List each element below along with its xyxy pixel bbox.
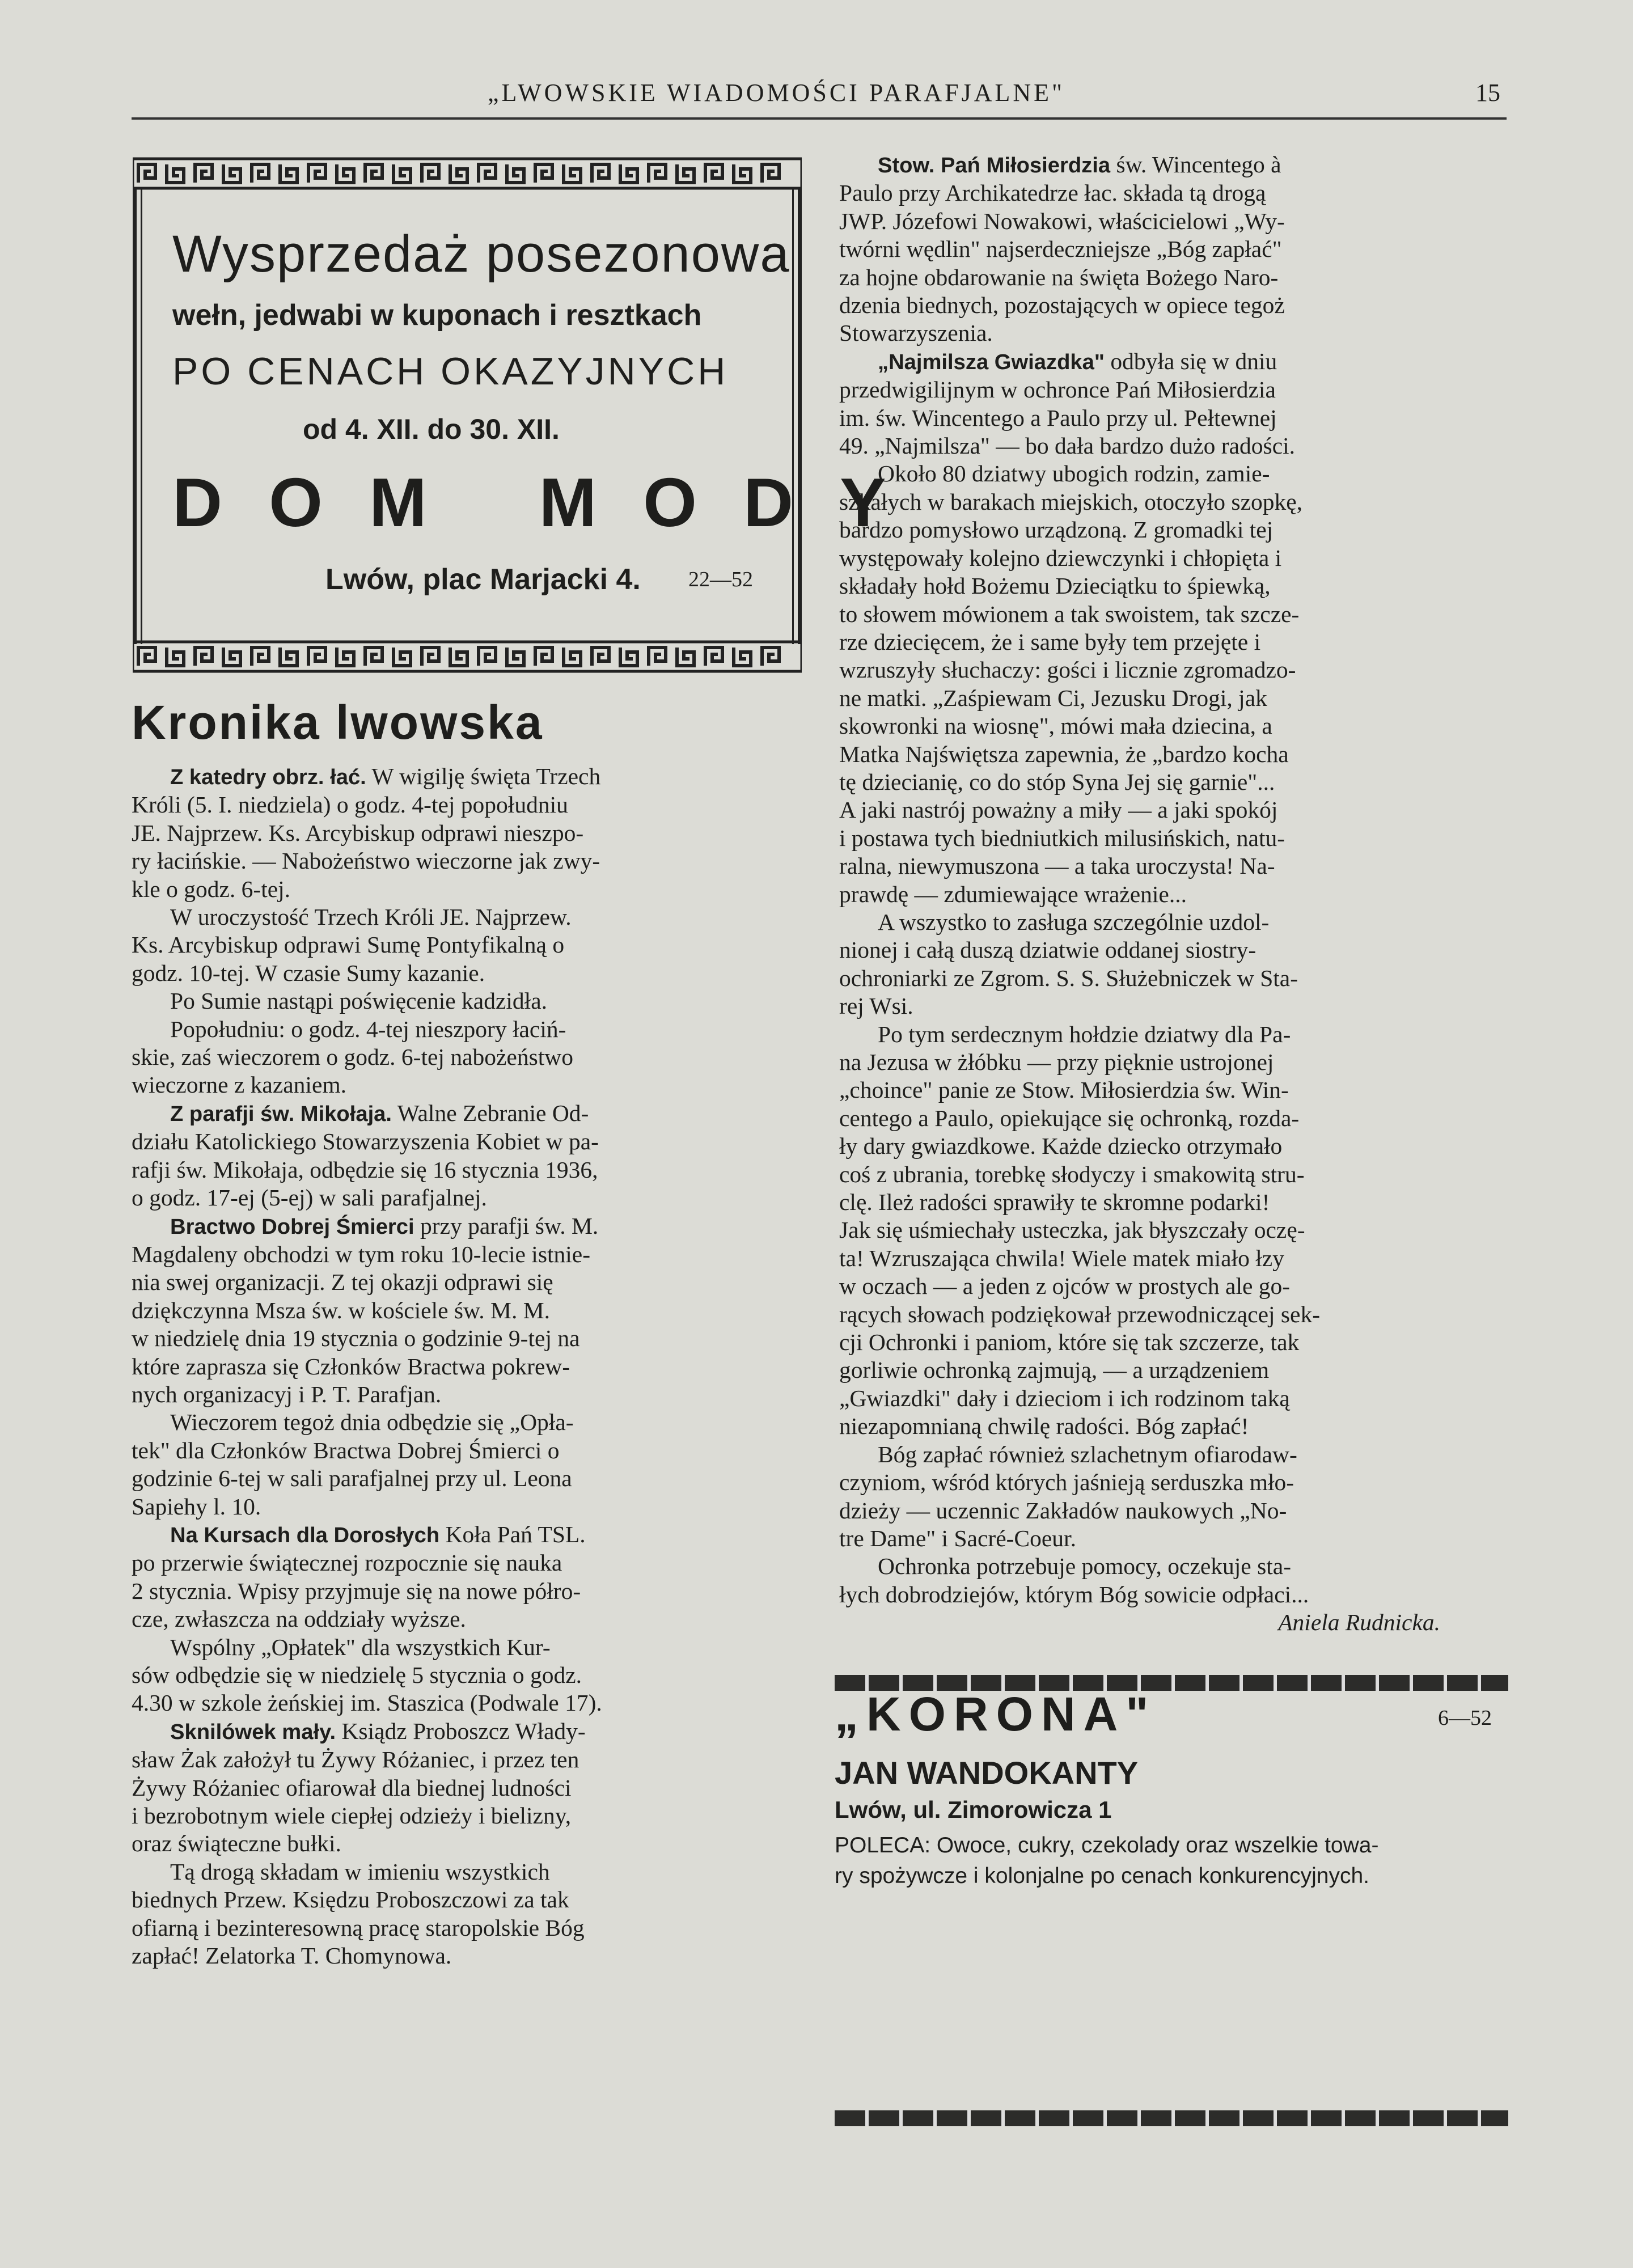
line-text: prawdę — zdumiewające wrażenie... [839,881,1187,907]
line-text: za hojne obdarowanie na święta Bożego Naro- [839,264,1279,290]
text-line [132,1297,798,1325]
section-heading: Kronika lwowska [132,696,544,749]
line-text: centego a Paulo, opiekujące się ochronką, rozda- [839,1105,1300,1131]
text-line [132,819,798,847]
line-text: kle o godz. 6-tej. [132,875,291,902]
line-text: Matka Najświętsza zapewnia, że „bardzo kocha [839,741,1289,767]
signature: Aniela Rudnicka. [1278,1609,1440,1636]
text-line [839,264,1508,291]
text-line [132,1465,798,1492]
text-line [132,1549,798,1577]
line-text: Popołudniu: o godz. 4-tej nieszpory łaciń- [170,1015,566,1042]
line-text: Żywy Różaniec ofiarował dla biednej ludności [132,1774,572,1801]
korona-offer-line-2: ry spożywcze i kolonjalne po cenach konkurencyjnych. [835,1864,1369,1888]
line-text: rej Wsi. [839,993,913,1019]
line-text: godzinie 6-tej w sali parafjalnej przy ul. Leona [132,1465,572,1492]
text-line [839,516,1508,544]
line-text: rafji św. Mikołaja, odbędzie się 16 stycznia 1936, [132,1156,598,1183]
line-text: ry łacińskie. — Nabożeństwo wieczorne jak zwy- [132,848,600,874]
bold-lead: Sknilówek mały. [170,1719,336,1744]
line-text: Bóg zapłać również szlachetnym ofiarodaw- [878,1441,1297,1467]
text-line [839,881,1508,908]
line-text: Po tym serdecznym hołdzie dziatwy dla Pa- [878,1021,1291,1047]
line-text: Około 80 dziatwy ubogich rodzin, zamie- [878,460,1270,487]
text-line [839,1469,1508,1496]
line-text: po przerwie świątecznej rozpocznie się nauka [132,1550,562,1576]
line-text: o godz. 17-ej (5-ej) w sali parafjalnej. [132,1184,487,1211]
line-text: dziękczynna Msza św. w kościele św. M. M. [132,1297,550,1323]
ad-border-left-inner [141,187,142,644]
line-text: W wigilję święta Trzech [366,763,601,789]
line-text: szkałych w barakach miejskich, otoczyło szopkę, [839,488,1303,515]
bold-lead: „Najmilsza Gwiazdka" [878,349,1105,374]
line-text: Stowarzyszenia. [839,320,993,346]
text-line [132,1774,798,1802]
line-text: „Gwiazdki" dały i dzieciom i ich rodzinom taką [839,1385,1290,1411]
ad-subtitle: wełn, jedwabi w kuponach i resztkach [172,299,702,332]
header-rule [132,117,1507,120]
bold-lead: Z parafji św. Mikołaja. [170,1101,392,1126]
line-text: 49. „Najmilsza" — bo dała bardzo dużo radości. [839,433,1296,459]
ad-border-left [133,187,137,644]
line-text: rze dziecięcem, że i same były tem przejęte i [839,628,1261,655]
line-text: cze, zwłaszcza na oddziały wyższe. [132,1606,466,1632]
text-line [132,1043,798,1071]
text-line [839,319,1508,347]
line-text: Koła Pań TSL. [439,1521,586,1547]
text-line [839,404,1508,432]
text-line [839,600,1508,628]
text-line [132,1577,798,1605]
line-text: Króli (5. I. niedziela) o godz. 4-tej popołudniu [132,792,568,818]
text-line [132,1071,798,1099]
text-line [839,179,1508,207]
ad-border-right-inner [792,187,794,644]
text-line [839,544,1508,572]
text-line [839,488,1508,516]
text-line [132,931,798,959]
text-line [132,1156,798,1184]
text-line [839,1552,1508,1580]
text-line [132,1914,798,1942]
line-text: niezapomnianą chwilę radości. Bóg zapłać! [839,1413,1249,1440]
text-line [132,1830,798,1857]
text-line [839,796,1508,824]
ad-address: Lwów, plac Marjacki 4. [325,563,641,596]
line-text: tek" dla Członków Bractwa Dobrej Śmierci o [132,1437,560,1463]
bold-lead: Z katedry obrz. łać. [170,765,366,789]
line-text: czyniom, wśród których jaśnieją serduszka mło- [839,1469,1294,1496]
line-text: twórni wędlin" najserdeczniejsze „Bóg zapłać" [839,236,1282,263]
text-line [132,1689,798,1717]
text-line [132,1717,798,1746]
text-line [839,1301,1508,1328]
line-text: A wszystko to zasługa szczególnie uzdol- [878,908,1270,935]
text-line [132,1241,798,1268]
line-text: sław Żak założył tu Żywy Różaniec, i przez ten [132,1746,579,1773]
line-text: ralna, niewymuszona — a taka uroczysta! Na- [839,853,1275,879]
line-text: Ks. Arcybiskup odprawi Sumę Pontyfikalną o [132,932,565,958]
text-line [839,208,1508,235]
text-line [132,875,798,903]
line-text: nych organizacyj i P. T. Parafjan. [132,1381,442,1407]
line-text: Walne Zebranie Od- [392,1099,589,1126]
ad-rule-bottom [835,2110,1508,2126]
line-text: W uroczystość Trzech Króli JE. Najprzew. [170,904,572,930]
line-text: Sapiehy l. 10. [132,1493,261,1520]
korona-name: „KORONA" [835,1687,1157,1741]
text-line [839,1216,1508,1244]
bold-lead: Stow. Pań Miłosierdzia [878,153,1111,177]
line-text: Po Sumie nastąpi poświęcenie kadzidła. [170,988,547,1014]
text-line [839,936,1508,964]
text-line [132,1099,798,1128]
line-text: św. Wincentego à [1110,151,1281,177]
line-text: skowronki na wiosnę", mówi mała dziecina, a [839,713,1272,739]
text-line [839,684,1508,712]
text-line [839,1356,1508,1384]
line-text: wieczorne z kazaniem. [132,1072,347,1098]
line-text: im. św. Wincentego a Paulo przy ul. Pełtewnej [839,404,1277,431]
text-line [839,628,1508,656]
text-line [132,1212,798,1241]
line-text: 4.30 w szkole żeńskiej im. Staszica (Podwale 17). [132,1690,602,1716]
text-line [839,151,1508,179]
line-text: Wspólny „Opłatek" dla wszystkich Kur- [170,1634,551,1660]
right-column-lines [839,151,1508,1609]
line-text: tre Dame" i Sacré-Coeur. [839,1525,1076,1551]
text-line [839,1272,1508,1300]
line-text: Magdaleny obchodzi w tym roku 10-lecie istnie- [132,1241,591,1267]
text-line [839,291,1508,319]
korona-code: 6—52 [1438,1706,1492,1730]
text-line [839,712,1508,740]
text-line [839,908,1508,936]
ad-store-name: DOM MODY [172,464,933,541]
text-line [132,1184,798,1212]
line-text: bardzo pomysłowo urządzoną. Z gromadki tej [839,517,1274,543]
text-line [839,1161,1508,1188]
line-text: coś z ubrania, torebkę słodyczy i smakowitą stru- [839,1161,1305,1187]
text-line [839,1076,1508,1104]
line-text: i postawa tych biedniutkich milusińskich, natu- [839,824,1285,851]
line-text: działu Katolickiego Stowarzyszenia Kobiet w pa- [132,1128,599,1155]
right-column-text [839,151,1508,1637]
line-text: w oczach — a jeden z ojców w prostych ale go- [839,1273,1291,1300]
text-line [132,1268,798,1296]
meander-border-top [133,156,802,191]
line-text: ochroniarki ze Zgrom. S. S. Służebniczek w Sta- [839,964,1298,991]
page-number: 15 [1475,79,1500,107]
text-line [839,964,1508,992]
text-line [132,1802,798,1830]
text-line [132,959,798,987]
text-line [132,1325,798,1352]
text-line [132,1408,798,1436]
text-line [839,1105,1508,1132]
text-line [839,1021,1508,1048]
line-text: nionej i całą duszą dziatwie oddanej siostry- [839,937,1257,963]
line-text: to słowem mówionem a tak swoistem, tak szcze- [839,600,1300,627]
text-line [132,1493,798,1521]
left-column-text [132,763,798,1970]
text-line [839,1328,1508,1356]
line-text: cji Ochronki i paniom, które się tak szczerze, tak [839,1329,1300,1356]
line-text: clę. Ileż radości sprawiły te skromne podarki! [839,1189,1270,1216]
line-text: nia swej organizacji. Z tej okazji odprawi się [132,1269,553,1296]
text-line [132,1634,798,1661]
text-line [839,1412,1508,1440]
text-line [132,1128,798,1156]
text-line [839,432,1508,460]
line-text: Ksiądz Proboszcz Włady- [336,1717,586,1744]
korona-owner: JAN WANDOKANTY [835,1755,1139,1791]
line-text: JWP. Józefowi Nowakowi, właścicielowi „Wy- [839,208,1285,234]
text-line [839,572,1508,600]
text-line [132,1437,798,1465]
line-text: które zaprasza się Członków Bractwa pokrew- [132,1353,570,1380]
text-line [132,1858,798,1886]
line-text: ofiarną i bezinteresowną pracę staropolskie Bóg [132,1914,585,1941]
korona-offer-line-1: POLECA: Owoce, cukry, czekolady oraz wszelkie towa- [835,1833,1379,1857]
line-text: biednych Przew. Księdzu Proboszczowi za tak [132,1886,569,1913]
text-line [132,1381,798,1408]
line-text: gorliwie ochronką zajmują, — a urządzeniem [839,1357,1270,1383]
line-text: tę dziecianię, co do stóp Syna Jej się garnie"... [839,768,1275,795]
line-text: Paulo przy Archikatedrze łac. składa tą drogą [839,180,1266,206]
text-line [839,992,1508,1020]
text-line [839,741,1508,768]
text-line [839,1525,1508,1552]
line-text: występowały kolejno dziewczynki i chłopięta i [839,544,1282,571]
text-line [132,1015,798,1043]
text-line [132,1886,798,1914]
line-text: JE. Najprzew. Ks. Arcybiskup odprawi nieszpo- [132,819,584,846]
line-text: ne matki. „Zaśpiewam Ci, Jezusku Drogi, jak [839,684,1267,711]
line-text: 2 stycznia. Wpisy przyjmuje się na nowe półro- [132,1577,581,1604]
line-text: „choince" panie ze Stow. Miłosierdzia św. Win- [839,1077,1289,1103]
line-text: Jak się uśmiechały usteczka, jak błyszczały oczę- [839,1217,1305,1243]
line-text: rących słowach podziękował przewodniczącej sek- [839,1301,1321,1327]
text-line [839,235,1508,263]
text-line [839,768,1508,796]
text-line [839,1497,1508,1525]
header-title: „LWOWSKIE WIADOMOŚCI PARAFJALNE" [488,79,1065,107]
text-line [839,1245,1508,1272]
line-text: wzruszyły słuchaczy: gości i licznie zgromadzo- [839,657,1296,683]
text-line [839,852,1508,880]
line-text: dzenia biednych, pozostających w opiece tegoż [839,292,1285,319]
text-line [839,1188,1508,1216]
line-text: ta! Wzruszająca chwila! Wiele matek miało łzy [839,1245,1284,1271]
ad-code: 22—52 [688,568,753,591]
text-line [132,1605,798,1633]
text-line [132,1746,798,1774]
ad-prices: PO CENACH OKAZYJNYCH [172,350,729,393]
meander-border-bottom [133,640,802,674]
line-text: skie, zaś wieczorem o godz. 6-tej nabożeństwo [132,1044,573,1070]
text-line [132,791,798,819]
line-text: oraz świąteczne bułki. [132,1830,341,1857]
bold-lead: Na Kursach dla Dorosłych [170,1522,440,1547]
text-line [132,987,798,1015]
line-text: ły dary gwiazdkowe. Każde dziecko otrzymało [839,1133,1283,1160]
line-text: dzieży — uczennic Zakładów naukowych „No- [839,1497,1287,1524]
text-line [839,1048,1508,1076]
text-line [839,824,1508,852]
line-text: godz. 10-tej. W czasie Sumy kazanie. [132,959,485,986]
text-line [839,1385,1508,1412]
line-text: w niedzielę dnia 19 stycznia o godzinie 9-tej na [132,1325,580,1352]
line-text: A jaki nastrój poważny a miły — a jaki spokój [839,797,1278,823]
bold-lead: Bractwo Dobrej Śmierci [170,1214,414,1239]
line-text: odbyła się w dniu [1104,348,1277,374]
line-text: przy parafji św. M. [414,1212,599,1239]
line-text: i bezrobotnym wiele ciepłej odzieży i bielizny, [132,1802,572,1829]
text-line [132,1942,798,1970]
text-line [132,1353,798,1381]
korona-address: Lwów, ul. Zimorowicza 1 [835,1796,1112,1823]
line-text: Wieczorem tegoż dnia odbędzie się „Opła- [170,1409,574,1436]
line-text: przedwigilijnym w ochronce Pań Miłosierdzia [839,376,1276,403]
text-line [839,348,1508,376]
line-text: zapłać! Zelatorka T. Chomynowa. [132,1943,452,1969]
text-line [839,1581,1508,1609]
text-line [839,1132,1508,1160]
line-text: na Jezusa w żłóbku — przy pięknie ustrojonej [839,1049,1274,1075]
text-line [839,1441,1508,1469]
text-line [839,656,1508,684]
ad-border-right [798,187,802,644]
text-line [132,903,798,931]
text-line [132,1661,798,1689]
line-text: sów odbędzie się w niedzielę 5 stycznia o godz. [132,1662,582,1688]
text-line [132,1521,798,1549]
text-line [132,847,798,875]
text-line [132,763,798,791]
line-text: Tą drogą składam w imieniu wszystkich [170,1858,550,1885]
line-text: łych dobrodziejów, którym Bóg sowicie odpłaci... [839,1581,1309,1607]
ad-title: Wysprzedaż posezonowa [172,225,790,283]
ad-dates: od 4. XII. do 30. XII. [303,413,560,445]
line-text: składały hołd Bożemu Dzieciątku to śpiewką, [839,573,1271,599]
text-line [839,376,1508,404]
line-text: Ochronka potrzebuje pomocy, oczekuje sta- [878,1553,1292,1580]
text-line [839,460,1508,488]
